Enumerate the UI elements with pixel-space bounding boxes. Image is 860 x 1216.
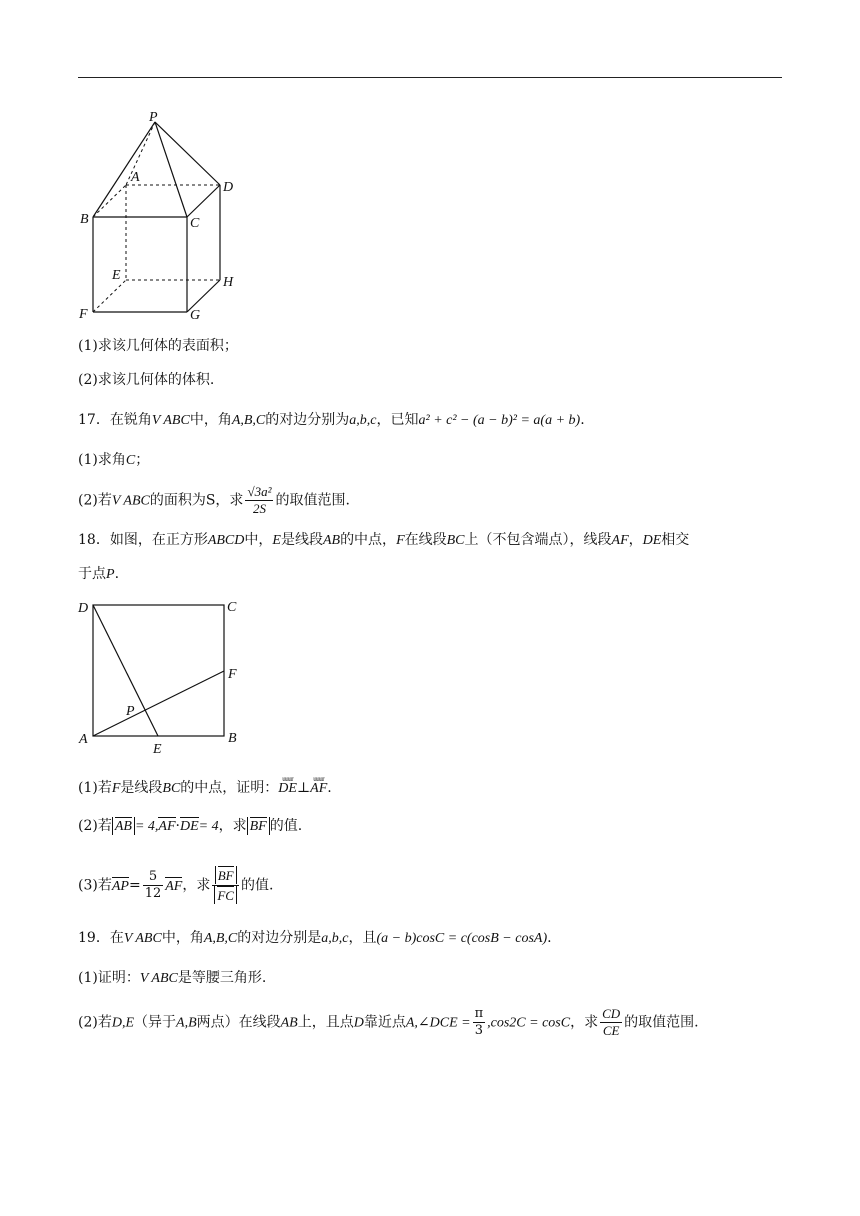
q18-part2: (2)若 AB = 4,AF·DE= 4，求 BF 的值. (78, 818, 303, 834)
q17-equation: a² + c² − (a − b)² = a(a + b) (418, 413, 581, 428)
q19-stem: 19．在V ABC中，角A,B,C的对边分别是a,b,c，且(a − b)cosC = c(cosB − cosA). (78, 930, 552, 946)
vector-DE: uuur DE (278, 775, 297, 796)
q18-ratio-BF-FC: $\frac{BF}{FC}$ (212, 866, 239, 905)
label-C: C (190, 216, 200, 231)
q17-part1: (1)求角C； (78, 452, 150, 468)
vector-AF: uuur AF (310, 775, 328, 796)
label-C: C (227, 600, 237, 615)
q19-part2: (2)若D,E（异于A,B两点）在线段AB上，且点D靠近点A,∠DCE = $\frac{\pi}{3}$ ,cos2C = cosC，求 $\frac{CD}{CE}$ 的取值范围. (78, 1006, 699, 1038)
edge-PD (155, 122, 220, 185)
q16-part1: (1)求该几何体的表面积； (78, 338, 238, 354)
label-H: H (223, 275, 234, 290)
label-P: P (126, 704, 135, 719)
figure-square (72, 592, 252, 762)
q18-part3: (3)若AP= $\frac{5}{12}$ AF，求 $\frac{BF}{FC}$ 的值. (78, 868, 274, 903)
label-P: P (149, 110, 158, 125)
label-B: B (80, 212, 89, 227)
edge-BA (93, 185, 126, 217)
edge-CD (187, 185, 220, 217)
q17-stem: 17．在锐角V ABC中，角A,B,C的对边分别为a,b,c，已知a² + c² − (a − b)² = a(a + b). (78, 412, 585, 428)
square-ABCD (93, 605, 224, 736)
label-B: B (228, 731, 237, 746)
q17-fraction: $\frac{\text{√3a²}}{2S}$ (247, 484, 272, 516)
q18-stem-line2: 于点P. (78, 566, 120, 582)
edge-FE (93, 280, 126, 312)
label-A: A (131, 170, 140, 185)
edge-PB (93, 122, 155, 217)
segment-AF (93, 671, 224, 736)
q18-stem-line1: 18．如图，在正方形ABCD中，E是线段AB的中点，F在线段BC上（不包含端点），线段AF，DE相交 (78, 532, 690, 548)
q16-part2: (2)求该几何体的体积. (78, 372, 215, 388)
label-A: A (79, 732, 88, 747)
label-D: D (78, 601, 89, 616)
q19-part1: (1)证明：V ABC是等腰三角形. (78, 970, 267, 986)
label-F: F (79, 307, 88, 322)
q19-equation: (a − b)cosC = c(cosB − cosA) (376, 931, 548, 946)
header-rule (78, 77, 782, 78)
q19-fraction-pi-3: $\frac{\pi}{3}$ (474, 1006, 484, 1038)
label-E: E (153, 742, 162, 757)
q18-part1: (1)若F是线段BC的中点，证明： uuur DE⊥ uuur AF. (78, 778, 332, 799)
q17-part2: (2)若V ABC的面积为S，求 $\frac{\text{√3a²}}{2S}$ 的取值范围. (78, 484, 350, 516)
label-D: D (223, 180, 234, 195)
q19-fraction-CD-CE: $\frac{CD}{CE}$ (602, 1006, 621, 1038)
label-E: E (112, 268, 121, 283)
label-F: F (228, 667, 237, 682)
edge-PC (155, 122, 187, 217)
label-G: G (190, 308, 201, 323)
q18-fraction-5-12: $\frac{5}{12}$ (144, 869, 162, 901)
figure-prism-pyramid (70, 105, 250, 325)
